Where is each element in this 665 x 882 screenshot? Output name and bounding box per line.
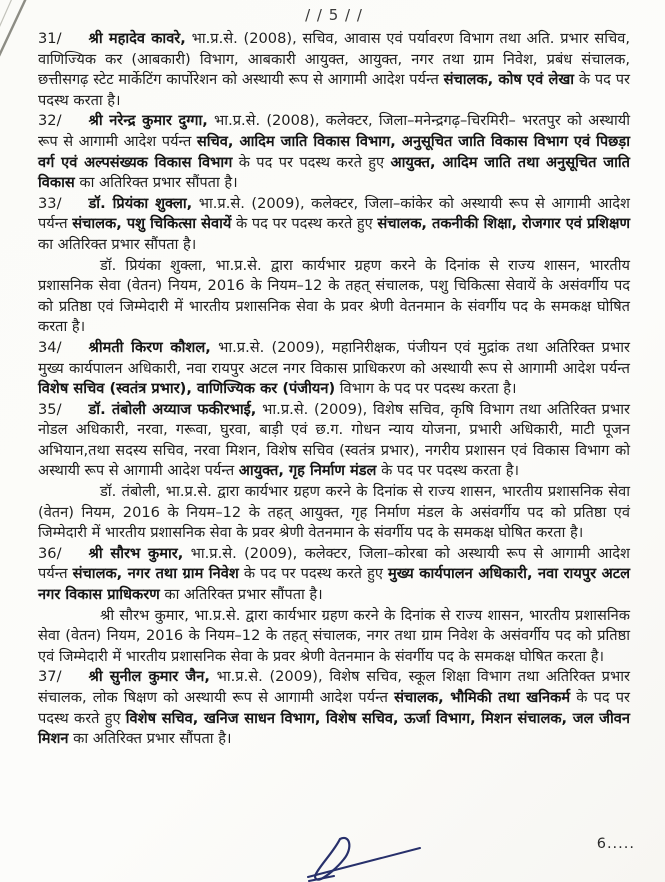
order-paragraph-35 — [38, 400, 630, 482]
paragraph-segment: के पद पर पदस्थ करते हुए — [238, 565, 388, 583]
paragraph-segment: भा.प्र.से. (2008), कलेक्टर, जिला–मनेन्द्रगढ़–चिरमिरी– भरतपुर को अस्थायी रूप से आगामी आदेश पर्यन्त — [38, 112, 630, 150]
paragraph-segment: विशेष सचिव, खनिज साधन विभाग, विशेष सचिव, ऊर्जा विभाग, मिशन संचालक, जल जीवन मिशन — [38, 709, 630, 748]
page-number: / / 5 / / — [305, 6, 363, 24]
paragraph-segment: सचिव, आदिम जाति विकास विभाग, अनुसूचित जाति विकास विभाग एवं पिछड़ा वर्ग एवं अल्पसंख्यक विकास विभाग — [38, 132, 630, 171]
continuation-paragraph — [38, 256, 630, 338]
paragraph-segment: संचालक, तकनीकी शिक्षा, रोजगार एवं प्रशिक्षण — [377, 215, 630, 233]
paragraph-number: 31/ — [38, 30, 62, 47]
paragraph-segment: के पद पर पदस्थ करता है। — [376, 462, 520, 480]
document-body — [38, 29, 630, 750]
paragraph-segment: के पद पर पदस्थ करते हुए — [232, 153, 391, 171]
paragraph-segment: डॉ. प्रियंका शुक्ला, — [88, 194, 193, 212]
scan-crease-mark — [0, 0, 42, 68]
paragraph-segment: संचालक, नगर तथा ग्राम निवेश — [72, 565, 239, 583]
order-paragraph-32 — [38, 111, 630, 193]
paragraph-segment: के पद पर पदस्थ करते हुए — [38, 689, 631, 727]
paragraph-segment: का अतिरिक्त प्रभार सौंपता है। — [74, 174, 238, 192]
paragraph-segment: श्री सुनील कुमार जैन, — [88, 668, 210, 686]
paragraph-number: 36/ — [38, 544, 62, 562]
paragraph-number: 35/ — [38, 400, 62, 418]
paragraph-segment: श्री सौरभ कुमार, भा.प्र.से. द्वारा कार्यभार ग्रहण करने के दिनांक से राज्य शासन, भारतीय प्रशासनिक सेवा (वेतन) नियम, 2016 के नियम–12 के तहत् संचालक, नगर तथा ग्राम निवेश के असंवर्गीय पद को प्रतिष्ठा एवं जिम्मेदारी में भारतीय प्रशासनिक सेवा के प्रवर श्रेणी वेतनमान के संवर्गीय पद के समकक्ष घोषित करता है। — [38, 606, 630, 665]
order-paragraph-37 — [38, 667, 630, 749]
continuation-marker: 6..... — [596, 836, 635, 852]
paragraph-segment: डॉ. तंबोली अय्याज फकीरभाई, — [88, 400, 257, 418]
paragraph-segment: डॉ. प्रियंका शुक्ला, भा.प्र.से. द्वारा कार्यभार ग्रहण करने के दिनांक से राज्य शासन, भारतीय प्रशासनिक सेवा (वेतन) नियम, 2016 के नियम–12 के तहत् संचालक, पशु चिकित्सा सेवायें के असंवर्गीय पद को प्रतिष्ठा एवं जिम्मेदारी में भारतीय प्रशासनिक सेवा के प्रवर श्रेणी वेतनमान के संवर्गीय पद के समकक्ष घोषित करता है। — [38, 256, 630, 336]
paragraph-segment: भा.प्र.से. (2009), विशेष सचिव, स्कूल शिक्षा विभाग तथा अतिरिक्त प्रभार संचालक, लोक षिक्षण को अस्थायी रूप से आगामी आदेश पर्यन्त — [38, 668, 630, 706]
paragraph-segment: भा.प्र.से. (2009), विशेष सचिव, कृषि विभाग तथा अतिरिक्त प्रभार नोडल अधिकारी, नरवा, गरूवा, घुरवा, बाड़ी एवं छ.ग. गोधन न्याय योजना, प्रभारी अधिकारी, माटी पूजन अभियान,तथा सदस्य सचिव, नरवा मिशन, विशेष सचिव (स्वतंत्र प्रभार), नगरीय प्रशासन एवं विकास विभाग को अस्थायी रूप से आगामी आदेश पर्यन्त — [38, 400, 630, 480]
paragraph-segment: मुख्य कार्यपालन अधिकारी, नवा रायपुर अटल नगर विकास प्राधिकरण — [38, 565, 630, 604]
paragraph-segment: श्री सौरभ कुमार, — [88, 544, 184, 562]
paragraph-segment: भा.प्र.से. (2009), महानिरीक्षक, पंजीयन एवं मुद्रांक तथा अतिरिक्त प्रभार मुख्य कार्यपालन अधिकारी, नवा रायपुर अटल नगर विकास प्राधिकरण को अस्थायी रूप से आगामी आदेश पर्यन्त — [38, 338, 630, 377]
order-paragraph-36 — [38, 544, 630, 606]
paragraph-number: 32/ — [38, 112, 62, 130]
paragraph-segment: आयुक्त, गृह निर्माण मंडल — [238, 462, 377, 480]
paragraph-segment: भा.प्र.से. (2009), कलेक्टर, जिला–कोरबा को अस्थायी रूप से आगामी आदेश पर्यन्त — [38, 544, 630, 583]
paragraph-segment: भा.प्र.से. (2008), सचिव, आवास एवं पर्यावरण विभाग तथा अति. प्रभार सचिव, वाणिज्यिक कर (आबकारी) विभाग, आबकारी आयुक्त, आयुक्त, नगर तथा ग्राम निवेश, प्रबंध संचालक, छत्तीसगढ़ स्टेट मार्केटिंग कार्पोरेशन को अस्थायी रूप से आगामी आदेश पर्यन्त — [38, 30, 630, 89]
signature-mark — [300, 835, 432, 882]
paragraph-segment: भा.प्र.से. (2009), कलेक्टर, जिला–कांकेर को अस्थायी रूप से आगामी आदेश पर्यन्त — [38, 194, 630, 233]
continuation-paragraph — [38, 606, 630, 668]
paragraph-segment: संचालक, कोष एवं लेखा — [443, 71, 575, 89]
paragraph-segment: विशेष सचिव (स्वतंत्र प्रभार), वाणिज्यिक कर (पंजीयन) — [38, 380, 336, 398]
paragraph-segment: डॉ. तंबोली, भा.प्र.से. द्वारा कार्यभार ग्रहण करने के दिनांक से राज्य शासन, भारतीय प्रशासनिक सेवा (वेतन) नियम, 2016 के नियम–12 के तहत् आयुक्त, गृह निर्माण मंडल के असंवर्गीय पद को प्रतिष्ठा एवं जिम्मेदारी में भारतीय प्रशासनिक सेवा के प्रवर श्रेणी वेतनमान के संवर्गीय पद के समकक्ष घोषित करता है। — [38, 483, 630, 542]
paragraph-number: 37/ — [38, 668, 62, 686]
continuation-paragraph — [38, 482, 630, 544]
paragraph-segment: संचालक, पशु चिकित्सा सेवायें — [72, 215, 232, 233]
paragraph-segment: के पद पर पदस्थ करते हुए — [231, 215, 378, 233]
paragraph-segment: श्री नरेन्द्र कुमार दुग्गा, — [88, 112, 208, 130]
paragraph-segment: श्री महादेव कावरे, — [88, 30, 186, 47]
order-paragraph-33 — [38, 194, 630, 256]
paragraph-segment: का अतिरिक्त प्रभार सौंपता है। — [159, 586, 323, 604]
paragraph-segment: का अतिरिक्त प्रभार सौंपता है। — [68, 730, 232, 748]
paragraph-segment: संचालक, भौमिकी तथा खनिकर्म — [394, 689, 571, 706]
paragraph-segment: विभाग के पद पर पदस्थ करता है। — [335, 380, 517, 398]
paragraph-number: 33/ — [38, 194, 62, 212]
paragraph-segment: के पद पर पदस्थ करता है। — [38, 71, 630, 109]
paragraph-segment: श्रीमती किरण कौशल, — [88, 338, 211, 356]
paragraph-number: 34/ — [38, 338, 62, 356]
order-paragraph-31 — [38, 29, 630, 111]
order-paragraph-34 — [38, 338, 630, 400]
paragraph-segment: का अतिरिक्त प्रभार सौंपता है। — [38, 235, 197, 253]
paragraph-segment: आयुक्त, आदिम जाति तथा अनुसूचित जाति विकास — [38, 153, 630, 192]
